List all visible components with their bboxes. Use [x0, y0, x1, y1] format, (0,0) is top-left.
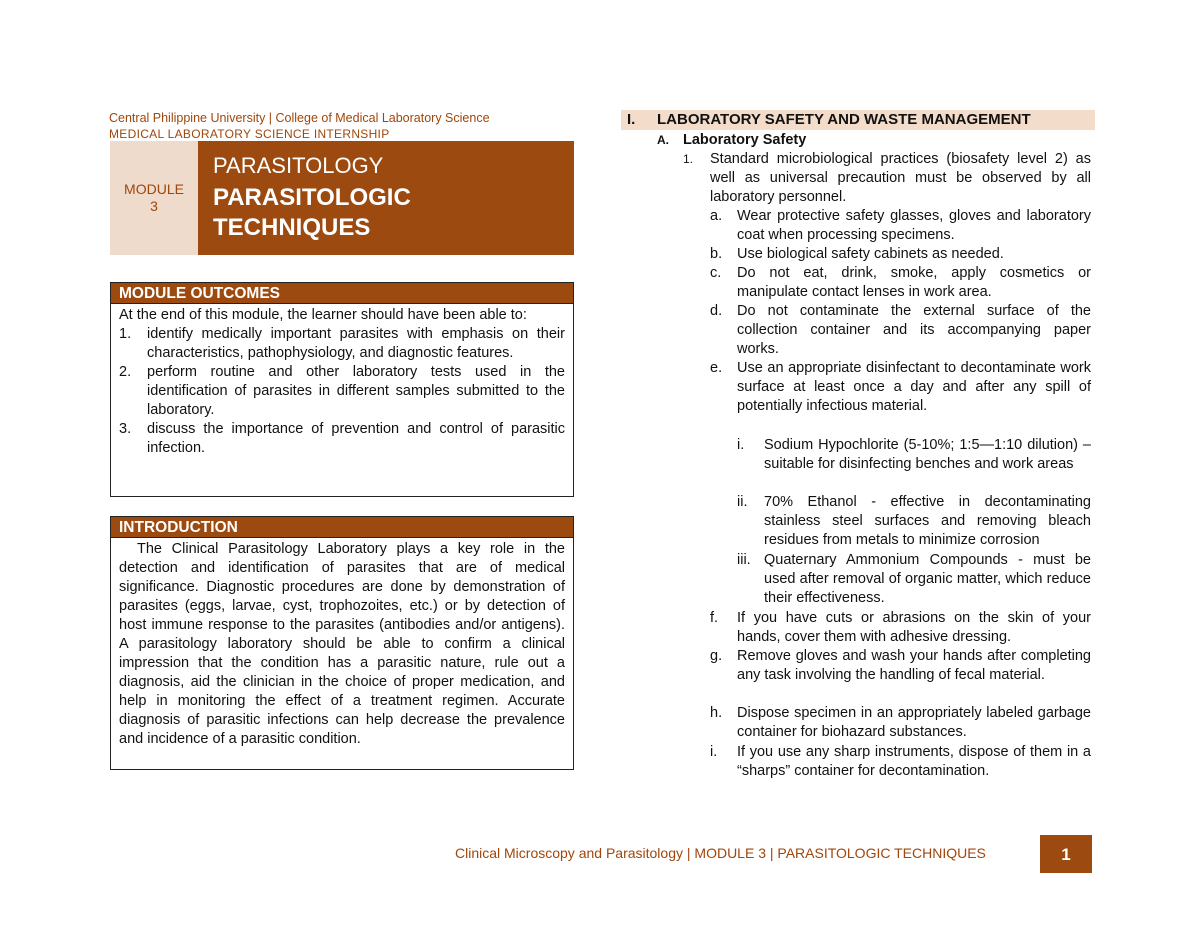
module-outcomes-heading: MODULE OUTCOMES [111, 283, 573, 304]
list-letter: e. [710, 360, 723, 376]
outcome-number: 3. [119, 421, 132, 437]
disinfectant-item [737, 493, 1091, 550]
module-outcomes-box [110, 282, 574, 497]
list-letter: b. [710, 246, 723, 262]
list-text: If you have cuts or abrasions on the skin of your hands, cover them with adhesive dressing. [737, 610, 1091, 645]
list-item [683, 150, 1091, 207]
outcome-item [119, 325, 565, 363]
title-box [198, 141, 574, 255]
section-title: LABORATORY SAFETY AND WASTE MANAGEMENT [657, 111, 1031, 128]
list-letter: g. [710, 648, 723, 664]
list-item [710, 743, 1091, 781]
outcome-text: identify medically important parasites with emphasis on their characteristics, pathophysiology, and diagnostic features. [147, 326, 565, 361]
subsection-number: A. [657, 133, 669, 147]
list-roman: iii. [737, 552, 751, 568]
module-label: MODULE [124, 181, 184, 197]
outcome-item [119, 363, 565, 420]
list-item [710, 302, 1091, 359]
list-roman: ii. [737, 494, 748, 510]
list-item [710, 359, 1091, 416]
internship-header: MEDICAL LABORATORY SCIENCE INTERNSHIP [109, 127, 390, 141]
module-label-box [110, 141, 198, 255]
introduction-heading: INTRODUCTION [111, 517, 573, 538]
list-item [710, 609, 1091, 647]
introduction-text: The Clinical Parasitology Laboratory plays a key role in the detection and identification of parasites that are of medical significance. Diagnostic procedures are done by demonstration of parasites (eggs, larvae, cyst, trophozoites, etc.) or by detection of host immune response to the parasites (antibodies and/or antigens). A parasitology laboratory should be able to confirm a clinical impression that the condition has a parasitic nature, rule out a diagnosis, aid the clinician in the choice of proper medication, and help in monitoring the effect of a treatment regimen. Accurate diagnosis of parasitic infections can help decrease the prevalence and incidence of a parasitic condition. [119, 541, 565, 747]
disinfectant-item [737, 551, 1091, 608]
list-text: Quaternary Ammonium Compounds - must be used after removal of organic matter, which reduce their effectiveness. [764, 552, 1091, 606]
list-item [710, 264, 1091, 302]
outcome-number: 1. [119, 326, 132, 342]
module-title [213, 183, 411, 243]
list-item [710, 647, 1091, 685]
list-item [710, 207, 1091, 245]
list-letter: h. [710, 705, 723, 721]
module-outcomes-body [111, 304, 573, 460]
list-text: Remove gloves and wash your hands after completing any task involving the handling of fecal material. [737, 648, 1091, 683]
list-text: Dispose specimen in an appropriately labeled garbage container for biohazard substances. [737, 705, 1091, 740]
list-item [710, 245, 1091, 264]
list-item [710, 704, 1091, 742]
subject-title: PARASITOLOGY [213, 153, 384, 178]
list-roman: i. [737, 437, 745, 453]
list-text: Do not eat, drink, smoke, apply cosmetics or manipulate contact lenses in work area. [737, 265, 1091, 300]
list-text: Use an appropriate disinfectant to decontaminate work surface at least once a day and after any spill of potentially infectious material. [737, 360, 1091, 414]
list-text: Do not contaminate the external surface of the collection container and its accompanying paper works. [737, 303, 1091, 357]
list-letter: i. [710, 744, 718, 760]
list-number: 1. [683, 152, 694, 166]
introduction-box [110, 516, 574, 770]
module-number: 3 [150, 198, 158, 214]
module-title-line1: PARASITOLOGIC [213, 184, 411, 211]
list-text: Use biological safety cabinets as needed. [737, 246, 1004, 262]
list-letter: f. [710, 610, 719, 626]
footer-text: Clinical Microscopy and Parasitology | MODULE 3 | PARASITOLOGIC TECHNIQUES [455, 845, 986, 861]
subsection-heading [657, 131, 1097, 150]
list-letter: c. [710, 265, 722, 281]
list-text: Sodium Hypochlorite (5-10%; 1:5—1:10 dilution) – suitable for disinfecting benches and work areas [764, 437, 1091, 472]
university-header: Central Philippine University | College of Medical Laboratory Science [109, 111, 490, 125]
list-letter: d. [710, 303, 723, 319]
section-number: I. [627, 111, 636, 128]
outcomes-intro: At the end of this module, the learner should have been able to: [119, 307, 527, 323]
outcome-number: 2. [119, 364, 132, 380]
module-title-line2: TECHNIQUES [213, 214, 371, 241]
outcome-item [119, 420, 565, 458]
list-text: Wear protective safety glasses, gloves and laboratory coat when processing specimens. [737, 208, 1091, 243]
section-title-bar [621, 110, 1095, 130]
subsection-title: Laboratory Safety [683, 132, 807, 148]
list-text: 70% Ethanol - effective in decontaminating stainless steel surfaces and removing bleach residues from metals to minimize corrosion [764, 494, 1091, 548]
outcome-text: discuss the importance of prevention and control of parasitic infection. [147, 421, 565, 456]
page-number: 1 [1040, 835, 1092, 873]
list-letter: a. [710, 208, 723, 224]
list-text: If you use any sharp instruments, dispose of them in a “sharps” container for decontamination. [737, 744, 1091, 779]
outcome-text: perform routine and other laboratory tests used in the identification of parasites in different samples submitted to the laboratory. [147, 364, 565, 418]
disinfectant-item [737, 436, 1091, 474]
list-text: Standard microbiological practices (biosafety level 2) as well as universal precaution must be observed by all laboratory personnel. [710, 151, 1091, 205]
